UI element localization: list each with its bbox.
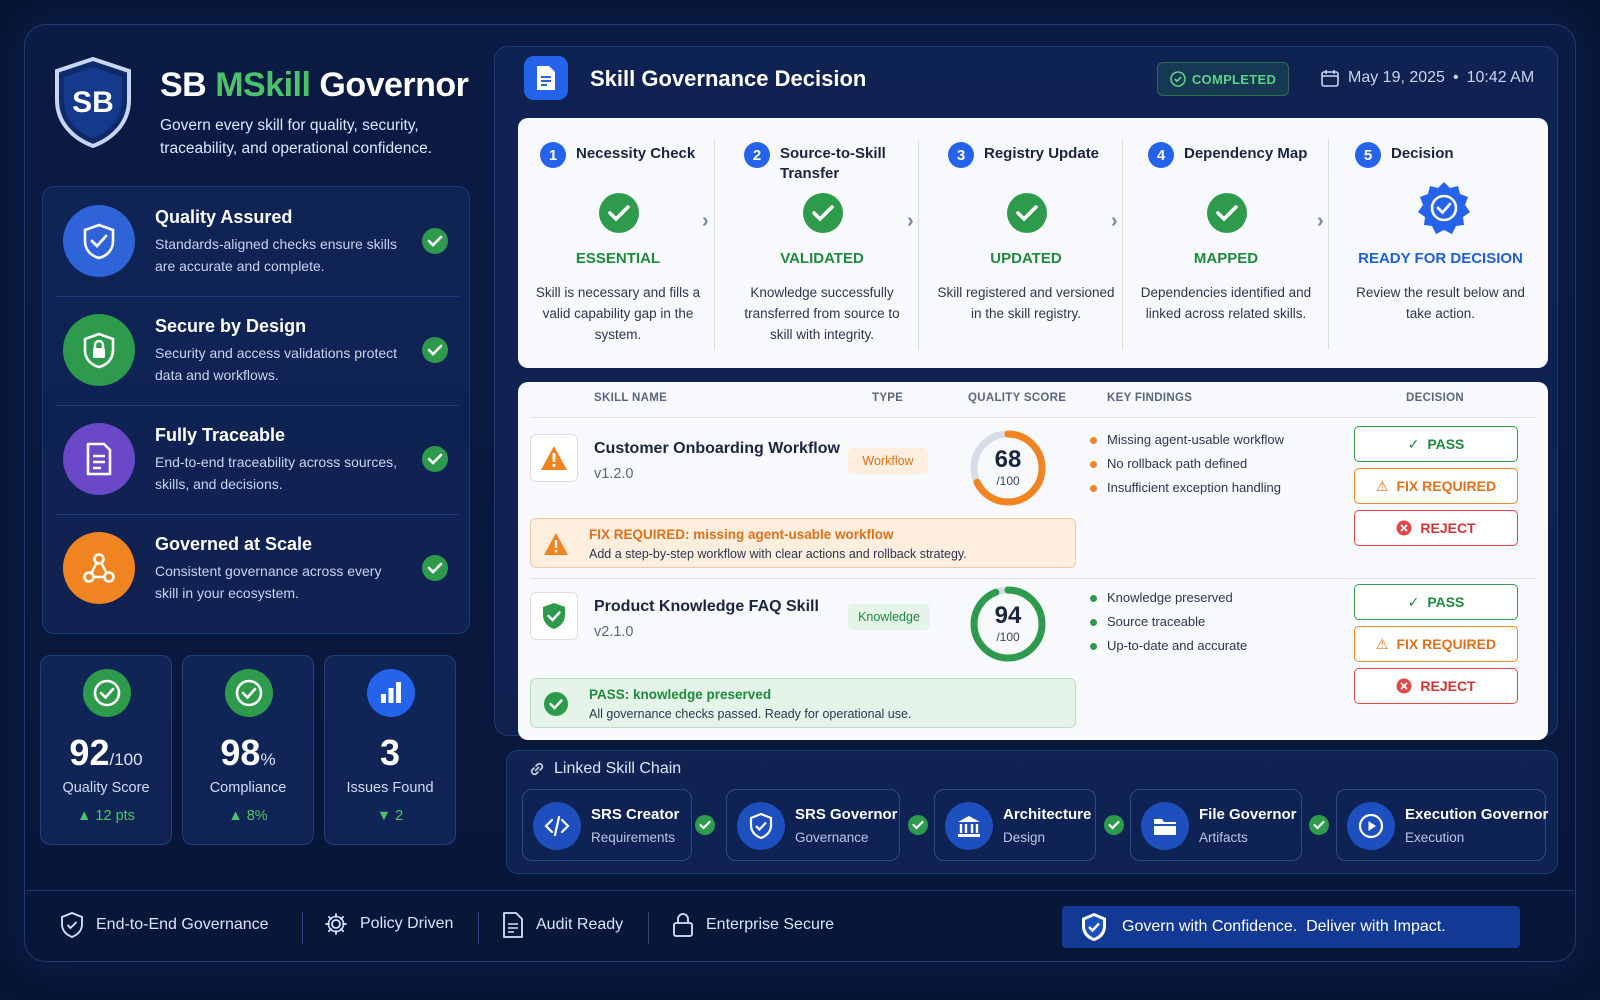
step-divider <box>918 140 919 350</box>
status-badge <box>1157 62 1289 96</box>
node-name: Architecture <box>1003 806 1092 823</box>
stat-label: Issues Found <box>346 780 434 796</box>
feature-title: Secure by Design <box>155 316 307 336</box>
building-icon <box>945 802 993 850</box>
step-status: VALIDATED <box>780 250 864 267</box>
feature-secure-by-design <box>55 296 459 406</box>
step-number: 1 <box>540 142 566 168</box>
column-header: DECISION <box>1406 392 1464 404</box>
check-circle-icon <box>1006 192 1048 234</box>
skill-version: v1.2.0 <box>594 466 634 482</box>
footer-separator <box>302 912 303 944</box>
stats-panel <box>40 655 470 845</box>
score-value: 68 <box>994 446 1022 473</box>
feature-desc: Standards-aligned checks ensure skills are accurate and complete. <box>155 236 398 274</box>
warning-icon: ⚠ <box>1375 477 1389 494</box>
app-title: SB MSkill Governor <box>160 66 469 104</box>
app-subtitle: Govern every skill for quality, security, traceability, and operational confidence. <box>160 117 432 157</box>
reject-button[interactable]: REJECT <box>1354 668 1518 704</box>
note-desc: Add a step-by-step workflow with clear actions and rollback strategy. <box>589 547 967 561</box>
step-desc: Dependencies identified and linked across related skills. <box>1140 285 1312 321</box>
finding-item: No rollback path defined <box>1090 452 1284 476</box>
warning-icon <box>530 434 578 482</box>
stat-delta: ▲ 8% <box>228 808 268 824</box>
folder-icon <box>1141 802 1189 850</box>
stat-label: Compliance <box>209 780 287 796</box>
link-icon <box>528 760 546 778</box>
feature-governed-at-scale <box>55 514 459 624</box>
step-name: Decision <box>1391 145 1454 162</box>
step-number: 4 <box>1148 142 1174 168</box>
step-name: Dependency Map <box>1184 145 1308 162</box>
warning-icon <box>543 531 569 557</box>
check-icon <box>421 445 449 473</box>
skill-version: v2.1.0 <box>594 624 634 640</box>
check-circle-icon <box>543 691 569 717</box>
finding-item: Up-to-date and accurate <box>1090 634 1247 658</box>
finding-item: Insufficient exception handling <box>1090 476 1284 500</box>
stat-value: 3 <box>379 732 401 773</box>
step-status: MAPPED <box>1193 250 1259 267</box>
chain-node-file-governor[interactable] <box>1130 789 1302 861</box>
key-findings <box>1090 586 1247 658</box>
node-sub: Governance <box>795 830 869 845</box>
play-icon <box>1347 802 1395 850</box>
reject-button[interactable]: REJECT <box>1354 510 1518 546</box>
score-value: 94 <box>994 602 1022 629</box>
shield-check-icon <box>63 205 135 277</box>
type-tag: Workflow <box>848 448 928 474</box>
x-circle-icon <box>1396 520 1412 536</box>
feature-title: Fully Traceable <box>155 425 286 445</box>
step-necessity-check <box>518 118 718 368</box>
bar-chart-icon <box>366 668 416 718</box>
key-findings <box>1090 428 1284 500</box>
brand-header <box>52 56 469 157</box>
step-source-transfer <box>722 118 922 368</box>
type-tag: Knowledge <box>848 604 930 630</box>
feature-list <box>42 186 470 634</box>
feature-title: Governed at Scale <box>155 534 313 554</box>
chain-node-architecture[interactable] <box>934 789 1096 861</box>
time-text: 10:42 AM <box>1466 69 1535 86</box>
check-icon <box>1308 814 1330 836</box>
stat-compliance <box>182 655 314 845</box>
chain-node-srs-governor[interactable] <box>726 789 900 861</box>
stat-label: Quality Score <box>62 780 150 796</box>
node-name: SRS Creator <box>591 806 680 823</box>
timestamp <box>1320 68 1534 88</box>
divider <box>530 417 1536 418</box>
chevron-right-icon: › <box>702 210 709 232</box>
step-registry-update <box>926 118 1126 368</box>
document-icon <box>63 423 135 495</box>
feature-quality-assured <box>55 187 459 297</box>
fix-required-button[interactable]: ⚠ FIX REQUIRED <box>1354 626 1518 662</box>
chain-node-execution-governor[interactable] <box>1336 789 1549 861</box>
step-divider <box>714 140 715 350</box>
chevron-right-icon: › <box>907 210 914 232</box>
warning-icon: ⚠ <box>1375 635 1389 652</box>
fix-required-note <box>530 518 1076 568</box>
finding-item: Source traceable <box>1090 610 1247 634</box>
note-desc: All governance checks passed. Ready for operational use. <box>589 707 912 721</box>
footer-item-audit: Audit Ready <box>502 912 623 938</box>
tagline-banner: Govern with Confidence. Deliver with Impact. <box>1062 906 1520 948</box>
step-name: Source-to-Skill Transfer <box>780 145 886 182</box>
column-header: KEY FINDINGS <box>1107 392 1193 404</box>
step-desc: Knowledge successfully transferred from source to skill with integrity. <box>744 285 900 342</box>
verified-badge-icon <box>1417 180 1471 238</box>
check-circle-icon <box>1206 192 1248 234</box>
date-separator: • <box>1452 69 1459 86</box>
feature-title: Quality Assured <box>155 207 293 227</box>
step-divider <box>1328 140 1329 350</box>
node-name: Execution Governor <box>1405 806 1549 823</box>
stat-issues-found <box>324 655 456 845</box>
note-title: FIX REQUIRED: missing agent-usable workflow <box>589 527 894 542</box>
check-circle-icon <box>802 192 844 234</box>
step-name: Necessity Check <box>576 145 696 162</box>
check-icon <box>694 814 716 836</box>
shield-check-icon <box>60 912 84 938</box>
finding-item: Knowledge preserved <box>1090 586 1247 610</box>
step-desc: Skill is necessary and fills a valid capability gap in the system. <box>535 285 701 342</box>
stat-delta: ▲ 12 pts <box>77 808 135 824</box>
x-circle-icon <box>1396 678 1412 694</box>
skills-table <box>518 382 1548 740</box>
status-text: COMPLETED <box>1191 71 1277 87</box>
document-icon <box>502 912 524 938</box>
panel-title: Skill Governance Decision <box>590 66 867 91</box>
score-max: /100 <box>996 630 1020 644</box>
footer-divider <box>26 890 1574 891</box>
feature-fully-traceable <box>55 405 459 515</box>
column-header: SKILL NAME <box>594 392 668 404</box>
step-dependency-map <box>1126 118 1326 368</box>
shield-lock-icon <box>63 314 135 386</box>
shield-check-icon <box>530 592 578 640</box>
step-status: ESSENTIAL <box>575 250 661 267</box>
finding-item: Missing agent-usable workflow <box>1090 428 1284 452</box>
column-header: QUALITY SCORE <box>968 392 1067 404</box>
check-circle-icon <box>598 192 640 234</box>
stat-quality-score <box>40 655 172 845</box>
skill-name[interactable]: Product Knowledge FAQ Skill <box>594 598 819 615</box>
check-icon <box>1103 814 1125 836</box>
fix-required-button[interactable]: ⚠ FIX REQUIRED <box>1354 468 1518 504</box>
document-icon <box>524 56 568 100</box>
node-name: SRS Governor <box>795 806 898 823</box>
check-icon: ✓ <box>1407 435 1420 452</box>
shield-check-icon <box>737 802 785 850</box>
skill-name[interactable]: Customer Onboarding Workflow <box>594 440 840 457</box>
step-number: 3 <box>948 142 974 168</box>
feature-desc: Consistent governance across every skill in your ecosystem. <box>155 563 382 601</box>
check-icon <box>421 554 449 582</box>
stat-delta: ▼ 2 <box>376 808 404 824</box>
lock-icon <box>672 912 694 938</box>
node-sub: Execution <box>1405 830 1465 845</box>
pass-note <box>530 678 1076 728</box>
step-divider <box>1122 140 1123 350</box>
footer-item-security: Enterprise Secure <box>672 912 834 938</box>
divider <box>530 578 1536 579</box>
footer-separator <box>478 912 479 944</box>
chevron-right-icon: › <box>1317 210 1324 232</box>
step-number: 2 <box>744 142 770 168</box>
column-header: TYPE <box>872 392 904 404</box>
node-sub: Artifacts <box>1199 830 1248 845</box>
gear-icon <box>324 912 348 936</box>
footer-item-governance: End-to-End Governance <box>60 912 269 938</box>
governance-steps <box>518 118 1548 368</box>
check-icon <box>907 814 929 836</box>
check-badge-icon <box>224 668 274 718</box>
chevron-right-icon: › <box>1111 210 1118 232</box>
quality-score-gauge <box>968 428 1048 508</box>
stat-value: 98% <box>220 732 276 773</box>
date-text: May 19, 2025 <box>1348 69 1445 86</box>
check-icon <box>421 336 449 364</box>
shield-logo-icon <box>52 56 134 148</box>
pass-button[interactable]: ✓ PASS <box>1354 584 1518 620</box>
feature-desc: End-to-end traceability across sources, skills, and decisions. <box>155 454 397 492</box>
check-circle-icon <box>1170 71 1186 87</box>
check-icon <box>421 227 449 255</box>
pass-button[interactable]: ✓ PASS <box>1354 426 1518 462</box>
quality-score-gauge <box>968 584 1048 664</box>
chain-title: Linked Skill Chain <box>528 760 681 778</box>
feature-desc: Security and access validations protect data and workflows. <box>155 345 398 383</box>
node-sub: Requirements <box>591 830 676 845</box>
step-desc: Review the result below and take action. <box>1356 285 1525 321</box>
step-status: READY FOR DECISION <box>1358 250 1523 267</box>
score-max: /100 <box>996 474 1020 488</box>
network-icon <box>63 532 135 604</box>
step-desc: Skill registered and versioned in the skill registry. <box>937 285 1115 321</box>
step-status: UPDATED <box>990 250 1062 267</box>
shield-check-icon <box>1080 911 1108 943</box>
code-icon <box>533 802 581 850</box>
note-title: PASS: knowledge preserved <box>589 687 772 702</box>
logo-text: SB <box>72 86 114 119</box>
stat-value: 92/100 <box>69 732 143 773</box>
check-icon: ✓ <box>1407 593 1420 610</box>
footer-separator <box>648 912 649 944</box>
step-number: 5 <box>1355 142 1381 168</box>
step-name: Registry Update <box>984 145 1100 162</box>
check-badge-icon <box>82 668 132 718</box>
chain-node-srs-creator[interactable] <box>522 789 692 861</box>
node-sub: Design <box>1003 830 1046 845</box>
step-decision <box>1333 118 1548 368</box>
calendar-icon <box>1320 68 1340 88</box>
node-name: File Governor <box>1199 806 1297 823</box>
footer-item-policy: Policy Driven <box>324 912 453 936</box>
